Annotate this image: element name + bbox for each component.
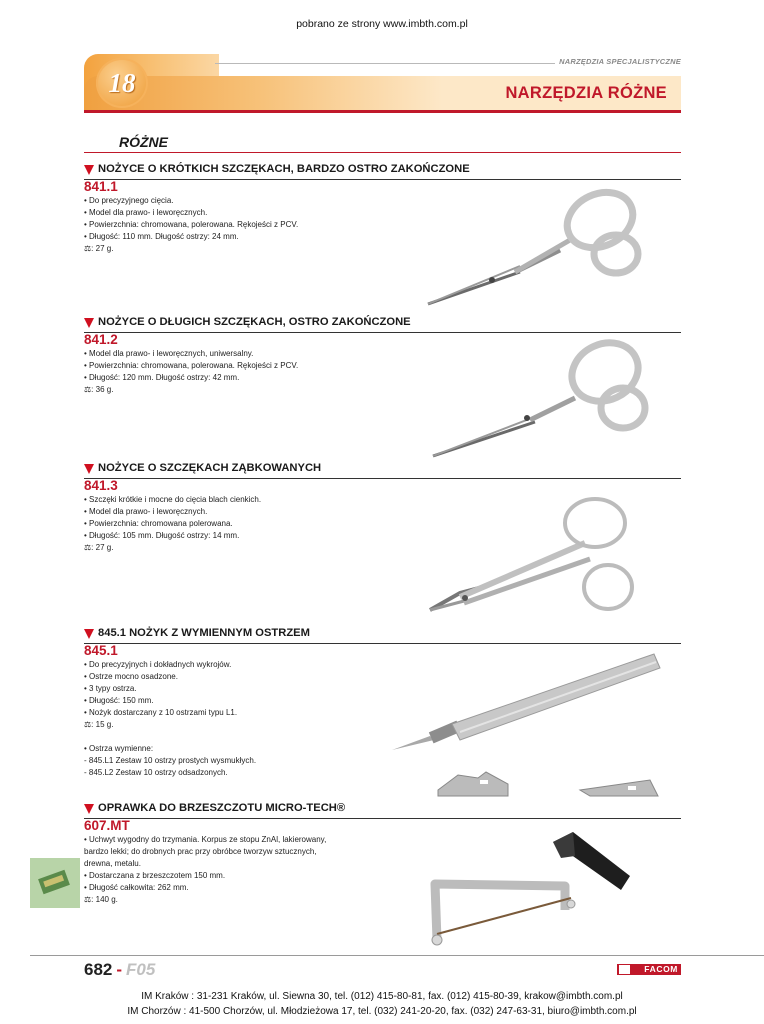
section-label: NARZĘDZIA SPECJALISTYCZNE (555, 57, 681, 66)
product-heading (84, 163, 681, 180)
weight-line: ⚖: 27 g. (84, 543, 114, 552)
detail-line: • Długość: 105 mm. Długość ostrzy: 14 mm. (84, 531, 240, 540)
triangle-marker-icon (84, 464, 94, 474)
contact-krakow: IM Kraków : 31-231 Kraków, ul. Siewna 30, tel. (012) 415-80-81, fax. (012) 415-80-39, krakow@imbth.com.pl (141, 991, 623, 1002)
section-code: F05 (126, 960, 156, 979)
page-number: 682 (84, 960, 113, 979)
weight-line: ⚖: 27 g. (84, 244, 114, 253)
product-details (84, 494, 364, 554)
product-heading-text: NOŻYCE O DŁUGICH SZCZĘKACH, OSTRO ZAKOŃCZONE (98, 316, 411, 328)
detail-line: • Powierzchnia: chromowana, polerowana. Rękojeści z PCV. (84, 220, 299, 229)
product-details (84, 659, 364, 779)
triangle-marker-icon (84, 165, 94, 175)
chapter-number-badge (96, 58, 148, 108)
product-heading (84, 627, 681, 644)
product-heading-text: 845.1 NOŻYK Z WYMIENNYM OSTRZEM (98, 627, 310, 639)
detail-line: • 3 typy ostrza. (84, 684, 137, 693)
detail-line: • Powierzchnia: chromowana polerowana. (84, 519, 233, 528)
detail-line: • Długość całkowita: 262 mm. (84, 883, 189, 892)
scissors-long-jaw-image (425, 338, 665, 463)
spacer-line (84, 731, 364, 743)
triangle-marker-icon (84, 629, 94, 639)
scissors-short-jaw-image (420, 188, 660, 313)
product-details (84, 348, 364, 396)
source-note: pobrano ze strony www.imbth.com.pl (296, 18, 468, 30)
side-thumbnail-tab (30, 858, 80, 908)
detail-line: - 845.L1 Zestaw 10 ostrzy prostych wysmukłych. (84, 756, 257, 765)
hacksaw-frame-image (425, 822, 635, 950)
subsection-title: RÓŻNE (119, 134, 168, 150)
detail-line: drewna, metalu. (84, 859, 141, 868)
detail-line: • Długość: 120 mm. Długość ostrzy: 42 mm. (84, 373, 240, 382)
detail-line: • Do precyzyjnego cięcia. (84, 196, 174, 205)
detail-line: • Model dla prawo- i leworęcznych. (84, 507, 208, 516)
detail-line: • Powierzchnia: chromowana, polerowana. Rękojeści z PCV. (84, 361, 299, 370)
contact-chorzow: IM Chorzów : 41-500 Chorzów, ul. Młodzieżowa 17, tel. (032) 241-20-20, fax. (032) 247-63-31, biuro@imbth.com.pl (127, 1006, 637, 1017)
product-heading (84, 462, 681, 479)
product-ref: 841.3 (84, 478, 118, 493)
product-heading-text: OPRAWKA DO BRZESZCZOTU MICRO-TECH® (98, 802, 346, 814)
blade-pack-icon (30, 858, 80, 908)
product-ref: 607.MT (84, 818, 130, 833)
facom-logo-icon (619, 965, 630, 974)
page-title: NARZĘDZIA RÓŻNE (505, 84, 667, 102)
triangle-marker-icon (84, 804, 94, 814)
page-separator: - (116, 960, 123, 979)
detail-line: • Szczęki krótkie i mocne do cięcia blach cienkich. (84, 495, 262, 504)
detail-line: • Uchwyt wygodny do trzymania. Korpus ze stopu ZnAl, lakierowany, (84, 835, 327, 844)
chapter-number: 18 (108, 68, 136, 98)
page-number-block (84, 960, 155, 980)
product-heading-text: NOŻYCE O KRÓTKICH SZCZĘKACH, BARDZO OSTRO ZAKOŃCZONE (98, 163, 470, 175)
detail-line: • Nożyk dostarczany z 10 ostrzami typu L1. (84, 708, 238, 717)
facom-logo: FACOM (617, 964, 681, 975)
detail-line: • Długość: 110 mm. Długość ostrzy: 24 mm. (84, 232, 239, 241)
product-heading-text: NOŻYCE O SZCZĘKACH ZĄBKOWANYCH (98, 462, 322, 474)
product-details (84, 834, 364, 906)
detail-line: • Długość: 150 mm. (84, 696, 154, 705)
triangle-marker-icon (84, 318, 94, 328)
weight-line: ⚖: 140 g. (84, 895, 118, 904)
subsection-rule (84, 152, 681, 153)
product-ref: 845.1 (84, 643, 118, 658)
footer-rule (30, 955, 764, 956)
detail-line: • Ostrze mocno osadzone. (84, 672, 178, 681)
detail-line: • Model dla prawo- i leworęcznych. (84, 208, 208, 217)
detail-line: bardzo lekki; do drobnych prac przy obróbce tworzyw sztucznych, (84, 847, 317, 856)
detail-line: • Dostarczana z brzeszczotem 150 mm. (84, 871, 226, 880)
weight-line: ⚖: 15 g. (84, 720, 114, 729)
scissors-serrated-image (420, 495, 660, 620)
product-heading (84, 802, 681, 819)
detail-line: - 845.L2 Zestaw 10 ostrzy odsadzonych. (84, 768, 228, 777)
product-ref: 841.1 (84, 179, 118, 194)
product-ref: 841.2 (84, 332, 118, 347)
title-bar (84, 76, 681, 110)
product-heading (84, 316, 681, 333)
product-details (84, 195, 364, 255)
hobby-knife-image (390, 650, 670, 800)
detail-line: • Model dla prawo- i leworęcznych, uniwersalny. (84, 349, 254, 358)
detail-line: • Do precyzyjnych i dokładnych wykrojów. (84, 660, 232, 669)
weight-line: ⚖: 36 g. (84, 385, 114, 394)
detail-line: • Ostrza wymienne: (84, 744, 154, 753)
